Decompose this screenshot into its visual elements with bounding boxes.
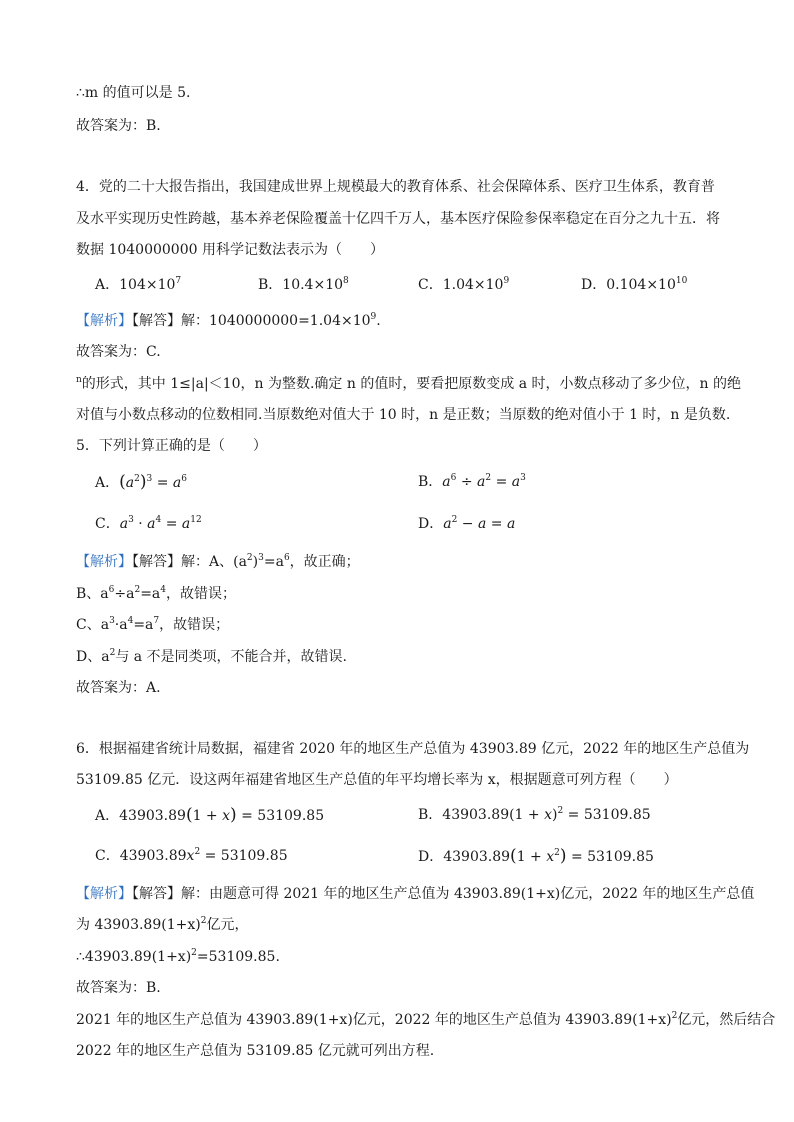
q4-answer: 故答案为：C. xyxy=(76,344,161,360)
q6-stem-line1: 6．根据福建省统计局数据，福建省 2020 年的地区生产总值为 43903.89 亿元，2022 年的地区生产总值为 xyxy=(76,741,750,757)
q4-stem-line3: 数据 1040000000 用科学记数法表示为（ ） xyxy=(76,242,384,258)
q4-analysis: 【解析】【解答】解：$1040000000=1.04\times 10^9$. xyxy=(76,312,381,329)
q5-option-c: C．$a^3 \cdot a^4 = a^{12}$ xyxy=(95,515,202,532)
q6-note-line2: 2022 年的地区生产总值为 53109.85 亿元就可列出方程. xyxy=(76,1043,435,1059)
q5-option-a: A．$(a^2)^3 = a^6$ xyxy=(95,472,187,492)
q5-stem: 5．下列计算正确的是（ ） xyxy=(76,438,267,454)
q3-conclusion: ∴m 的值可以是 5. xyxy=(76,85,191,101)
analysis-tag: 【解析】 xyxy=(76,554,132,570)
q6-option-c: C．$43903.89x^2 = 53109.85$ xyxy=(95,847,288,864)
q6-stem-line2: 53109.85 亿元．设这两年福建省地区生产总值的年平均增长率为 x，根据题意可列方程（ ） xyxy=(76,772,678,788)
q5-option-b: B．$a^6 \div a^2 = a^3$ xyxy=(418,473,526,490)
q4-option-c: C．$1.04\times 10^9$ xyxy=(418,276,510,293)
q3-answer: 故答案为：B. xyxy=(76,118,161,134)
q6-analysis-line1: 【解析】【解答】解：由题意可得 2021 年的地区生产总值为 43903.89(1+x)亿元，2022 年的地区生产总值 xyxy=(76,886,755,902)
q6-analysis-line2: 为 $43903.89(1+x)^2$亿元， xyxy=(76,916,249,933)
q4-stem-line1: 4．党的二十大报告指出，我国建成世界上规模最大的教育体系、社会保障体系、医疗卫生体系，教育普 xyxy=(76,179,715,195)
q4-option-b: B．$10.4\times 10^8$ xyxy=(258,276,349,293)
q6-note-line1: 2021 年的地区生产总值为 43903.89(1+x)亿元，2022 年的地区生产总值为 $43903.89(1+x)^2$亿元，然后结合 xyxy=(76,1011,776,1028)
analysis-tag: 【解析】 xyxy=(76,886,132,902)
q5-analysis-a: 【解析】【解答】解：A、$(a^2)^3=a^6$，故正确； xyxy=(76,553,360,570)
q5-analysis-d: D、$a^2$与 a 不是同类项，不能合并，故错误. xyxy=(76,648,348,665)
q6-option-b: B．$43903.89(1 + x)^2 = 53109.85$ xyxy=(418,806,651,823)
q5-option-d: D．$a^2 - a = a$ xyxy=(418,515,516,532)
q4-option-d: D．$0.104\times 10^{10}$ xyxy=(581,276,688,293)
q5-answer: 故答案为：A. xyxy=(76,680,161,696)
q4-note-line2: 对值与小数点移动的位数相同.当原数绝对值大于 10 时，n 是正数；当原数的绝对值小于 1 时，n 是负数. xyxy=(76,407,731,423)
q4-stem-line2: 及水平实现历史性跨越，基本养老保险覆盖十亿四千万人，基本医疗保险参保率稳定在百分之九十五．将 xyxy=(76,211,720,227)
q6-option-a: A．43903.89(1 + x) = 53109.85 xyxy=(95,805,325,825)
q5-analysis-b: B、$a^6\div a^2=a^4$，故错误； xyxy=(76,585,236,602)
q6-answer: 故答案为：B. xyxy=(76,980,161,996)
q6-equation: $\therefore 43903.89(1+x)^2=53109.85$. xyxy=(76,948,280,965)
analysis-tag: 【解析】 xyxy=(76,313,132,329)
q6-option-d: D．$43903.89(1 + x^2) = 53109.85$ xyxy=(418,846,654,866)
q4-option-a: A．$104\times 10^7$ xyxy=(95,276,182,293)
q4-note-line1: $^n$的形式，其中 1≤|a|＜10，n 为整数.确定 n 的值时，要看把原数变成 a 时，小数点移动了多少位，n 的绝 xyxy=(76,375,742,392)
q5-analysis-c: C、$a^3\cdot a^4=a^7$，故错误； xyxy=(76,616,230,633)
